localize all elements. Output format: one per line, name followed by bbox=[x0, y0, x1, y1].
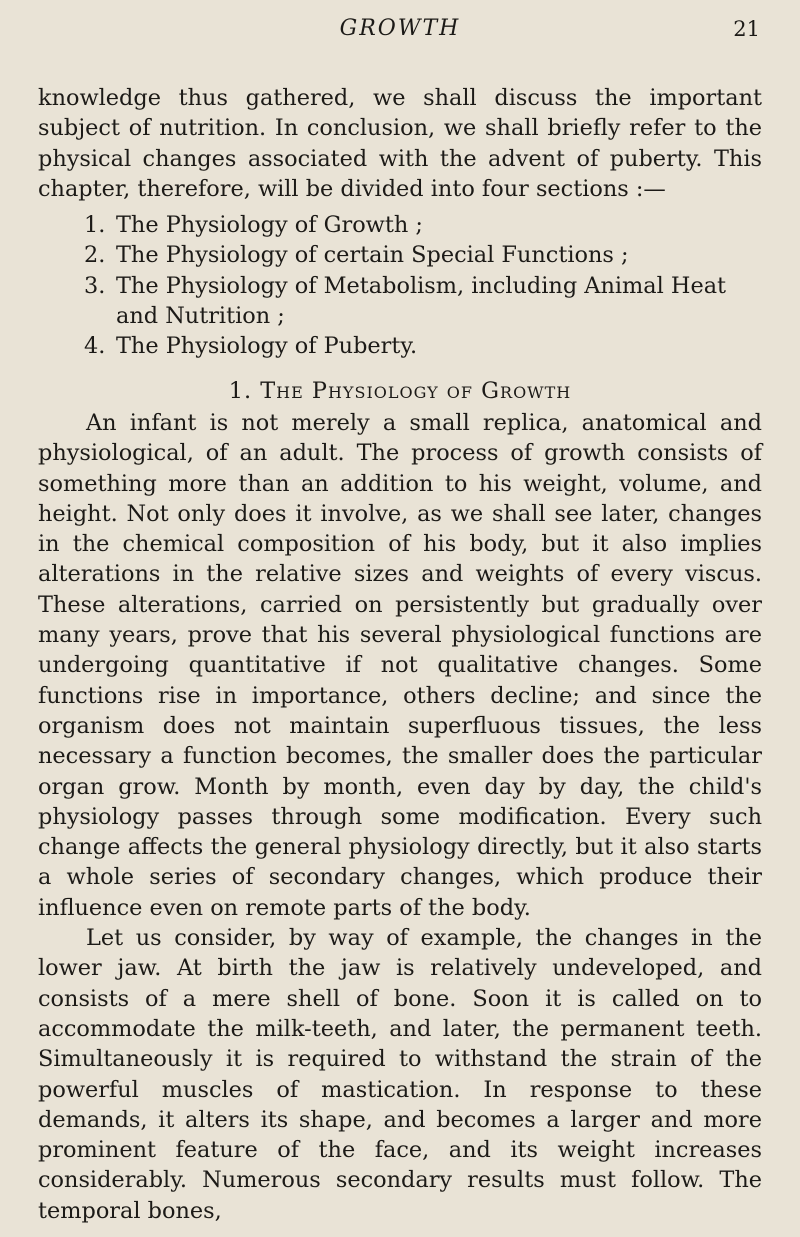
list-item bbox=[38, 271, 762, 332]
list-item bbox=[38, 240, 762, 270]
list-item-text: The Physiology of certain Special Functions ; bbox=[116, 242, 629, 269]
intro-paragraph: knowledge thus gathered, we shall discuss the important subject of nutrition. In conclusion, we shall briefly refer to the physical changes associated with the advent of puberty. This chapter, therefore, will be divided into four sections :— bbox=[38, 85, 762, 202]
list-item bbox=[38, 331, 762, 361]
page-number: 21 bbox=[733, 17, 760, 41]
sections-list bbox=[38, 210, 762, 361]
list-item-text: The Physiology of Growth ; bbox=[116, 212, 423, 239]
running-head bbox=[0, 16, 800, 52]
body-paragraph: Let us consider, by way of example, the changes in the lower jaw. At birth the jaw is relatively undeveloped, and consists of a mere shell of bone. Soon it is called on to accommodate the milk-teeth, and later, the permanent teeth. Simultaneously it is required to withstand the strain of the powerful muscles of mastication. In response to these demands, it alters its shape, and becomes a larger and more prominent feature of the face, and its weight increases considerably. Numerous secondary results must follow. The temporal bones, bbox=[38, 925, 762, 1224]
section-heading: 1. The Physiology of Growth bbox=[228, 377, 572, 404]
body-paragraph: An infant is not merely a small replica, anatomical and physiological, of an adult. The process of growth consists of something more than an addition to his weight, volume, and height. Not only does it involve, as we shall see later, changes in the chemical composition of his body, but it also implies alterations in the relative sizes and weights of every viscus. These alterations, carried on persistently but gradually over many years, prove that his several physiological functions are undergoing quantitative if not qualitative changes. Some functions rise in importance, others decline; and since the organism does not maintain superfluous tissues, the less necessary a function becomes, the smaller does the particular organ grow. Month by month, even day by day, the child's physiology passes through some modification. Every such change affects the general physiology directly, but it also starts a whole series of secondary changes, which produce their influence even on remote parts of the body. bbox=[38, 409, 762, 921]
list-item-text: The Physiology of Puberty. bbox=[116, 333, 418, 360]
list-item-number: 4. bbox=[84, 333, 106, 360]
list-item-number: 1. bbox=[84, 212, 106, 239]
running-title: GROWTH bbox=[339, 16, 461, 41]
list-item-text: The Physiology of Metabolism, including Animal Heat and Nutrition ; bbox=[116, 272, 727, 330]
list-item bbox=[38, 210, 762, 240]
list-item-number: 3. bbox=[84, 272, 106, 299]
list-item-number: 2. bbox=[84, 242, 106, 269]
body-text bbox=[38, 83, 762, 1226]
